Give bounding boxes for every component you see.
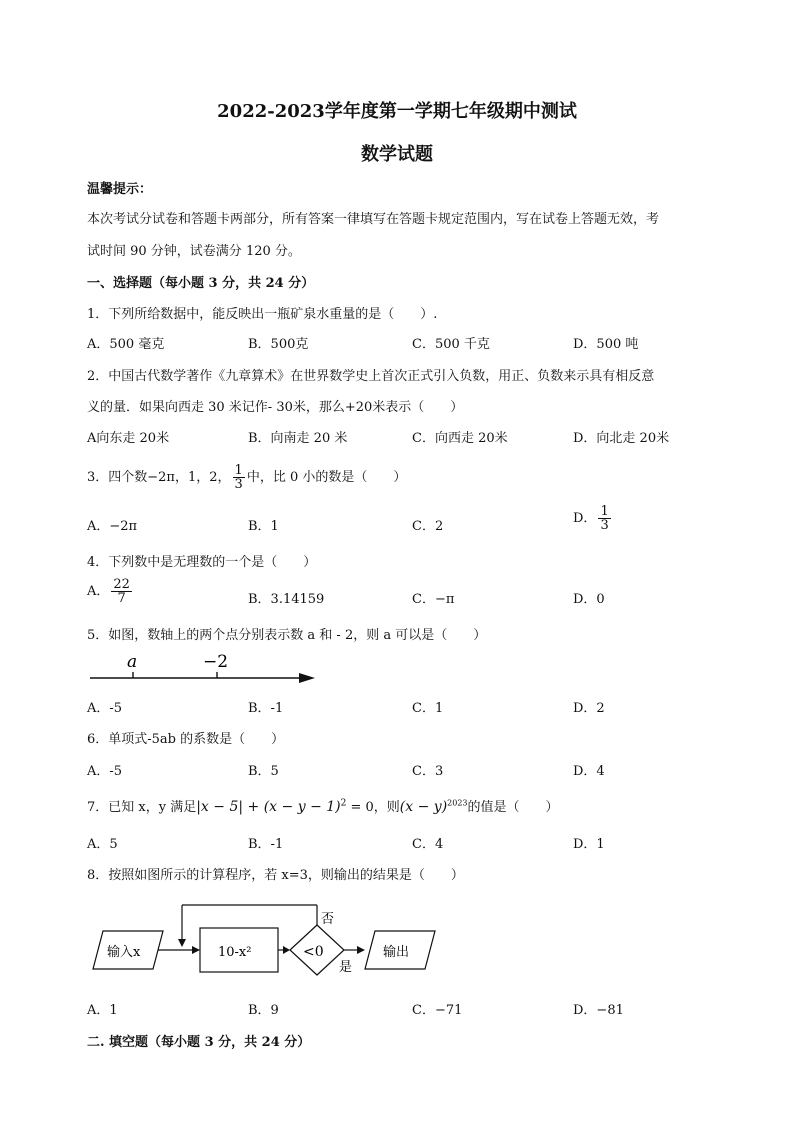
q7-expression-2: (x − y)	[399, 799, 448, 815]
q2-option-b: B．向南走 20 米	[248, 431, 348, 446]
flow-output-label: 输出	[383, 945, 410, 960]
q2-option-d: D．向北走 20米	[573, 431, 670, 446]
q7-stem-pre: 7．已知 x，y 满足	[87, 800, 197, 815]
q7-exponent-2: 2	[340, 798, 347, 809]
q3-stem-post: 中，比 0 小的数是（ ）	[246, 470, 407, 485]
flow-input-label: 输入x	[107, 945, 141, 960]
flow-no-label: 否	[321, 912, 335, 927]
number-line-arrow	[299, 673, 315, 683]
q8-option-b: B．9	[248, 1003, 279, 1018]
q1-option-d: D．500 吨	[573, 337, 639, 352]
q6-stem: 6．单项式-5ab 的系数是（ ）	[87, 732, 285, 747]
q7-option-b: B．-1	[248, 837, 284, 852]
number-line-figure	[85, 650, 325, 690]
q5-option-b: B．-1	[248, 701, 284, 716]
q4-option-c: C．−π	[412, 592, 455, 607]
q3-frac-num: 1	[234, 463, 243, 478]
q4-option-a-label: A．	[87, 584, 110, 599]
q3-option-d-fraction	[598, 505, 610, 532]
flow-calc-label: 10-x²	[218, 945, 252, 960]
q4-a-num: 22	[113, 577, 130, 592]
q7-equals: = 0，则	[346, 800, 400, 815]
q7-expression: |x − 5| + (x − y − 1)	[196, 799, 341, 815]
q7-stem	[87, 796, 559, 815]
q2-option-a: A向东走 20米	[87, 431, 170, 446]
q8-stem: 8．按照如图所示的计算程序，若 x=3，则输出的结果是（ ）	[87, 868, 464, 883]
section-1-heading: 一、选择题（每小题 3 分，共 24 分）	[87, 276, 315, 291]
q7-option-a: A．5	[87, 837, 118, 852]
q1-option-b: B．500克	[248, 337, 309, 352]
q6-option-a: A．-5	[87, 764, 123, 779]
q4-option-d: D．0	[573, 592, 605, 607]
q3-stem-pre: 3．四个数−2π，1，2，	[87, 470, 231, 485]
notice-line-1: 本次考试分试卷和答题卡两部分，所有答案一律填写在答题卡规定范围内，写在试卷上答题无效，考	[87, 212, 660, 227]
q7-exponent-2023: 2023	[447, 798, 468, 808]
q4-option-a-fraction	[111, 578, 132, 605]
q8-option-a: A．1	[87, 1003, 118, 1018]
q4-stem: 4．下列数中是无理数的一个是（ ）	[87, 555, 317, 570]
q3-option-d-label: D．	[573, 511, 597, 526]
q8-option-d: D．−81	[573, 1003, 624, 1018]
q2-stem-line-2: 义的量．如果向西走 30 米记作- 30米，那么+20米表示（ ）	[87, 400, 464, 415]
page-title: 2022-2023学年度第一学期七年级期中测试	[217, 101, 577, 122]
label-a: a	[127, 652, 138, 672]
label-neg2: −2	[203, 652, 229, 672]
q7-stem-post: 的值是（ ）	[467, 800, 559, 815]
flowchart-figure	[85, 895, 445, 985]
q4-a-den: 7	[117, 591, 126, 606]
q3-option-a: A．−2π	[87, 519, 138, 534]
q3-d-num: 1	[600, 504, 609, 519]
q3-fraction	[233, 464, 245, 491]
q5-option-c: C．1	[412, 701, 444, 716]
q8-option-c: C．−71	[412, 1003, 463, 1018]
notice-line-2: 试时间 90 分钟，试卷满分 120 分。	[87, 244, 301, 259]
q4-option-b: B．3.14159	[248, 592, 325, 607]
q4-option-a	[87, 578, 134, 605]
q5-option-a: A．-5	[87, 701, 123, 716]
page-subtitle: 数学试题	[361, 144, 433, 165]
q3-d-den: 3	[600, 518, 609, 533]
q1-option-a: A．500 毫克	[87, 337, 165, 352]
q3-option-c: C．2	[412, 519, 444, 534]
q6-option-c: C．3	[412, 764, 444, 779]
q2-option-c: C．向西走 20米	[412, 431, 508, 446]
section-2-heading: 二. 填空题（每小题 3 分，共 24 分）	[87, 1035, 311, 1050]
q1-option-c: C．500 千克	[412, 337, 490, 352]
q5-stem: 5．如图，数轴上的两个点分别表示数 a 和 - 2，则 a 可以是（ ）	[87, 628, 487, 643]
q7-option-d: D．1	[573, 837, 605, 852]
q5-option-d: D．2	[573, 701, 605, 716]
q6-option-d: D．4	[573, 764, 605, 779]
q3-option-d	[573, 505, 613, 532]
q7-option-c: C．4	[412, 837, 444, 852]
q3-stem	[87, 464, 406, 491]
notice-label: 温馨提示：	[87, 182, 153, 197]
flow-condition-label: <0	[303, 944, 324, 960]
q3-option-b: B．1	[248, 519, 279, 534]
q1-stem: 1．下列所给数据中，能反映出一瓶矿泉水重量的是（ ）.	[87, 307, 438, 322]
q6-option-b: B．5	[248, 764, 279, 779]
q3-frac-den: 3	[234, 477, 243, 492]
flow-yes-label: 是	[339, 960, 353, 975]
q2-stem-line-1: 2．中国古代数学著作《九章算术》在世界数学史上首次正式引入负数，用正、负数来示具有相反意	[87, 369, 655, 384]
